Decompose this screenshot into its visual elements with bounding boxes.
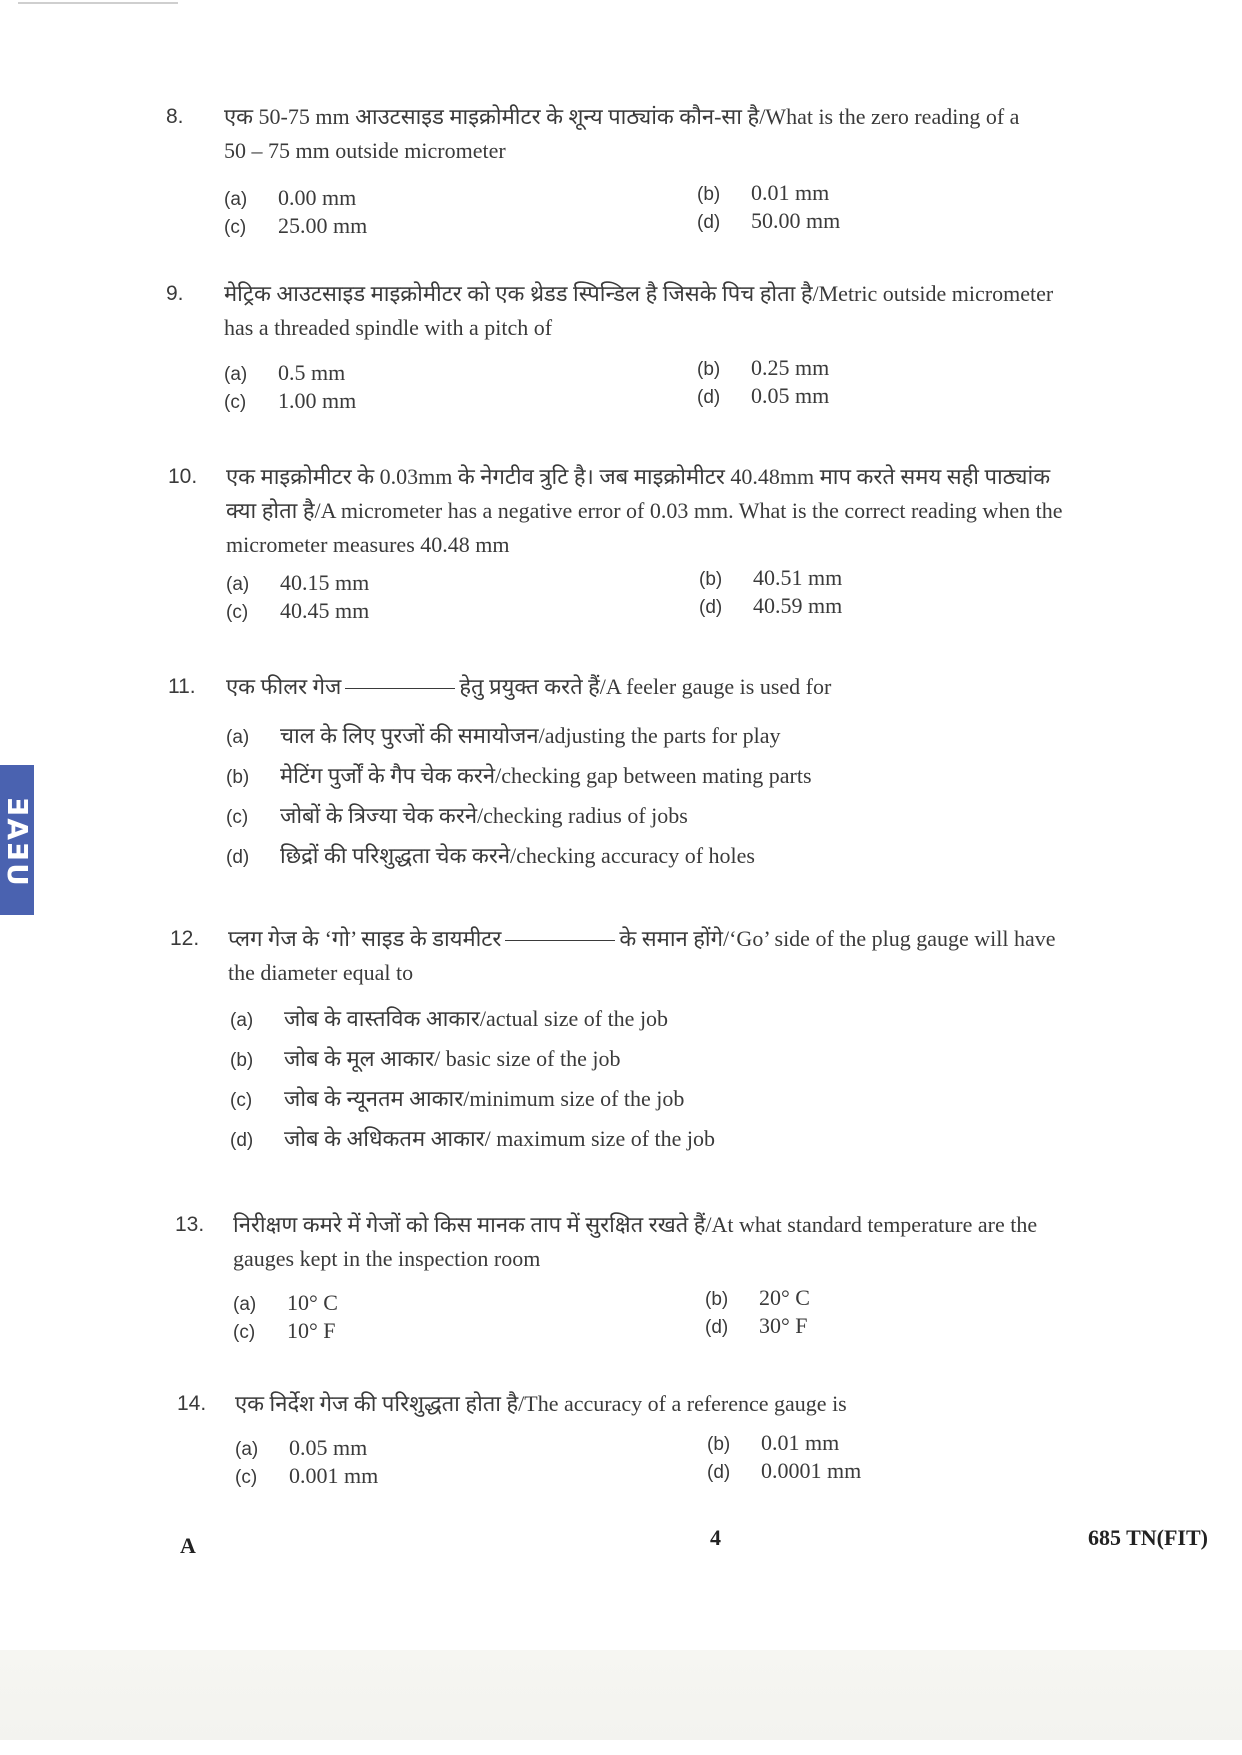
- stem-line: एक माइक्रोमीटर के 0.03mm के नेगटीव त्रुटि है। जब माइक्रोमीटर 40.48mm माप करते समय सही पाठ्यांक: [226, 464, 1051, 489]
- binding-side-tab: [0, 765, 34, 915]
- option-text: 0.01 mm: [761, 1430, 840, 1455]
- option-text: जोब के अधिकतम आकार/ maximum size of the job: [284, 1126, 716, 1151]
- option-c[interactable]: [224, 213, 367, 239]
- side-tab-text: UEAE: [0, 794, 34, 886]
- option-label: (b): [697, 359, 721, 380]
- option-text: 20° C: [759, 1285, 810, 1310]
- option-label: (a): [226, 727, 250, 748]
- option-c[interactable]: [233, 1318, 336, 1344]
- question-number: 9.: [166, 282, 184, 305]
- option-label: (a): [224, 364, 248, 385]
- option-label: (c): [233, 1322, 256, 1343]
- option-label: (b): [705, 1289, 729, 1310]
- option-label: (c): [224, 392, 247, 413]
- option-label: (a): [235, 1439, 259, 1460]
- option-a[interactable]: [224, 185, 356, 211]
- option-d[interactable]: [707, 1458, 861, 1484]
- stem-line: gauges kept in the inspection room: [233, 1246, 541, 1271]
- question-stem: [228, 922, 1228, 990]
- option-d[interactable]: [699, 593, 842, 619]
- option-d[interactable]: [705, 1313, 808, 1339]
- option-text: 40.15 mm: [280, 570, 370, 595]
- option-text: जोब के वास्तविक आकार/actual size of the job: [284, 1006, 669, 1031]
- option-label: (d): [699, 597, 723, 618]
- option-b[interactable]: [697, 355, 829, 381]
- stem-line: एक निर्देश गेज की परिशुद्धता होता है/The accuracy of a reference gauge is: [235, 1391, 847, 1416]
- option-label: (b): [230, 1050, 254, 1071]
- option-label: (a): [233, 1294, 257, 1315]
- option-text: जोबों के त्रिज्या चेक करने/checking radius of jobs: [280, 803, 688, 828]
- stem-line: the diameter equal to: [228, 960, 414, 985]
- option-a[interactable]: [226, 570, 369, 596]
- question-number: 10.: [168, 465, 198, 488]
- option-c[interactable]: [226, 598, 369, 624]
- option-text: 0.25 mm: [751, 355, 830, 380]
- option-text: 0.05 mm: [289, 1435, 368, 1460]
- question-stem: [224, 277, 1224, 345]
- option-text: 0.00 mm: [278, 185, 357, 210]
- stem-text: एक फीलर गेज: [226, 674, 342, 699]
- question-stem: [226, 460, 1226, 562]
- option-text: 40.59 mm: [753, 593, 843, 618]
- option-d[interactable]: [226, 840, 755, 870]
- option-a[interactable]: [230, 1003, 668, 1033]
- fill-blank: [505, 940, 615, 941]
- question-number: 8.: [166, 105, 184, 128]
- option-text: जोब के मूल आकार/ basic size of the job: [284, 1046, 621, 1071]
- option-text: 0.01 mm: [751, 180, 830, 205]
- option-text: चाल के लिए पुरजों की समायोजन/adjusting the parts for play: [280, 723, 781, 748]
- option-text: 40.45 mm: [280, 598, 370, 623]
- option-label: (b): [226, 767, 250, 788]
- option-label: (b): [697, 184, 721, 205]
- question-stem: [226, 670, 831, 704]
- stem-text: के समान होंगे/‘Go’ side of the plug gauge will have: [619, 926, 1056, 951]
- option-b[interactable]: [697, 180, 829, 206]
- option-label: (d): [697, 387, 721, 408]
- option-label: (c): [235, 1467, 258, 1488]
- option-a[interactable]: [235, 1435, 367, 1461]
- question-stem: [224, 100, 1224, 168]
- option-text: 25.00 mm: [278, 213, 368, 238]
- option-label: (d): [230, 1130, 254, 1151]
- option-b[interactable]: [226, 760, 812, 790]
- option-a[interactable]: [233, 1290, 338, 1316]
- page-bottom-shade: [0, 1650, 1242, 1740]
- option-text: 40.51 mm: [753, 565, 843, 590]
- option-label: (d): [705, 1317, 729, 1338]
- option-a[interactable]: [226, 720, 781, 750]
- option-label: (a): [226, 574, 250, 595]
- option-c[interactable]: [224, 388, 356, 414]
- stem-line: [228, 922, 1228, 956]
- question-number: 12.: [170, 927, 200, 950]
- option-text: 50.00 mm: [751, 208, 841, 233]
- stem-line: क्या होता है/A micrometer has a negative error of 0.03 mm. What is the correct reading when the: [226, 498, 1063, 523]
- option-label: (c): [224, 217, 247, 238]
- option-text: 0.0001 mm: [761, 1458, 862, 1483]
- stem-line: 50 – 75 mm outside micrometer: [224, 138, 506, 163]
- question-stem: [233, 1208, 1233, 1276]
- option-label: (c): [226, 602, 249, 623]
- option-b[interactable]: [230, 1043, 620, 1073]
- stem-line: निरीक्षण कमरे में गेजों को किस मानक ताप में सुरक्षित रखते हैं/At what standard temperature are the: [233, 1212, 1038, 1237]
- footer-paper-code: 685 TN(FIT): [1088, 1525, 1208, 1550]
- fill-blank: [345, 688, 455, 689]
- option-label: (b): [699, 569, 723, 590]
- option-d[interactable]: [230, 1123, 715, 1153]
- option-label: (c): [226, 807, 249, 828]
- option-c[interactable]: [235, 1463, 378, 1489]
- footer-page-number: 4: [710, 1525, 721, 1550]
- option-label: (a): [230, 1010, 254, 1031]
- option-text: जोब के न्यूनतम आकार/minimum size of the job: [284, 1086, 685, 1111]
- option-text: छिद्रों की परिशुद्धता चेक करने/checking accuracy of holes: [280, 843, 755, 868]
- option-label: (b): [707, 1434, 731, 1455]
- stem-line: मेट्रिक आउटसाइड माइक्रोमीटर को एक थ्रेडड स्पिन्डिल है जिसके पिच होता है/Metric outside micrometer: [224, 281, 1054, 306]
- question-stem: [235, 1387, 847, 1421]
- option-a[interactable]: [224, 360, 345, 386]
- option-label: (a): [224, 189, 248, 210]
- scan-edge-line: [18, 2, 178, 4]
- stem-text: प्लग गेज के ‘गो’ साइड के डायमीटर: [228, 926, 502, 951]
- option-text: 30° F: [759, 1313, 808, 1338]
- option-text: मेटिंग पुर्जों के गैप चेक करने/checking gap between mating parts: [280, 763, 812, 788]
- footer-set-code: A: [180, 1533, 196, 1558]
- option-text: 0.5 mm: [278, 360, 346, 385]
- option-b[interactable]: [705, 1285, 810, 1311]
- option-b[interactable]: [699, 565, 842, 591]
- option-text: 10° F: [287, 1318, 336, 1343]
- option-label: (d): [707, 1462, 731, 1483]
- question-number: 13.: [175, 1213, 205, 1236]
- option-d[interactable]: [697, 383, 829, 409]
- stem-text: हेतु प्रयुक्त करते हैं/A feeler gauge is used for: [459, 674, 832, 699]
- question-number: 11.: [168, 675, 196, 698]
- option-label: (c): [230, 1090, 253, 1111]
- option-label: (d): [697, 212, 721, 233]
- stem-line: एक 50-75 mm आउटसाइड माइक्रोमीटर के शून्य पाठ्यांक कौन-सा है/What is the zero reading of a: [224, 104, 1020, 129]
- option-text: 10° C: [287, 1290, 338, 1315]
- option-d[interactable]: [697, 208, 840, 234]
- option-text: 0.05 mm: [751, 383, 830, 408]
- stem-line: micrometer measures 40.48 mm: [226, 532, 510, 557]
- option-text: 1.00 mm: [278, 388, 357, 413]
- option-c[interactable]: [230, 1083, 684, 1113]
- option-b[interactable]: [707, 1430, 839, 1456]
- option-text: 0.001 mm: [289, 1463, 379, 1488]
- question-number: 14.: [177, 1392, 207, 1415]
- stem-line: has a threaded spindle with a pitch of: [224, 315, 553, 340]
- option-c[interactable]: [226, 800, 688, 830]
- option-label: (d): [226, 847, 250, 868]
